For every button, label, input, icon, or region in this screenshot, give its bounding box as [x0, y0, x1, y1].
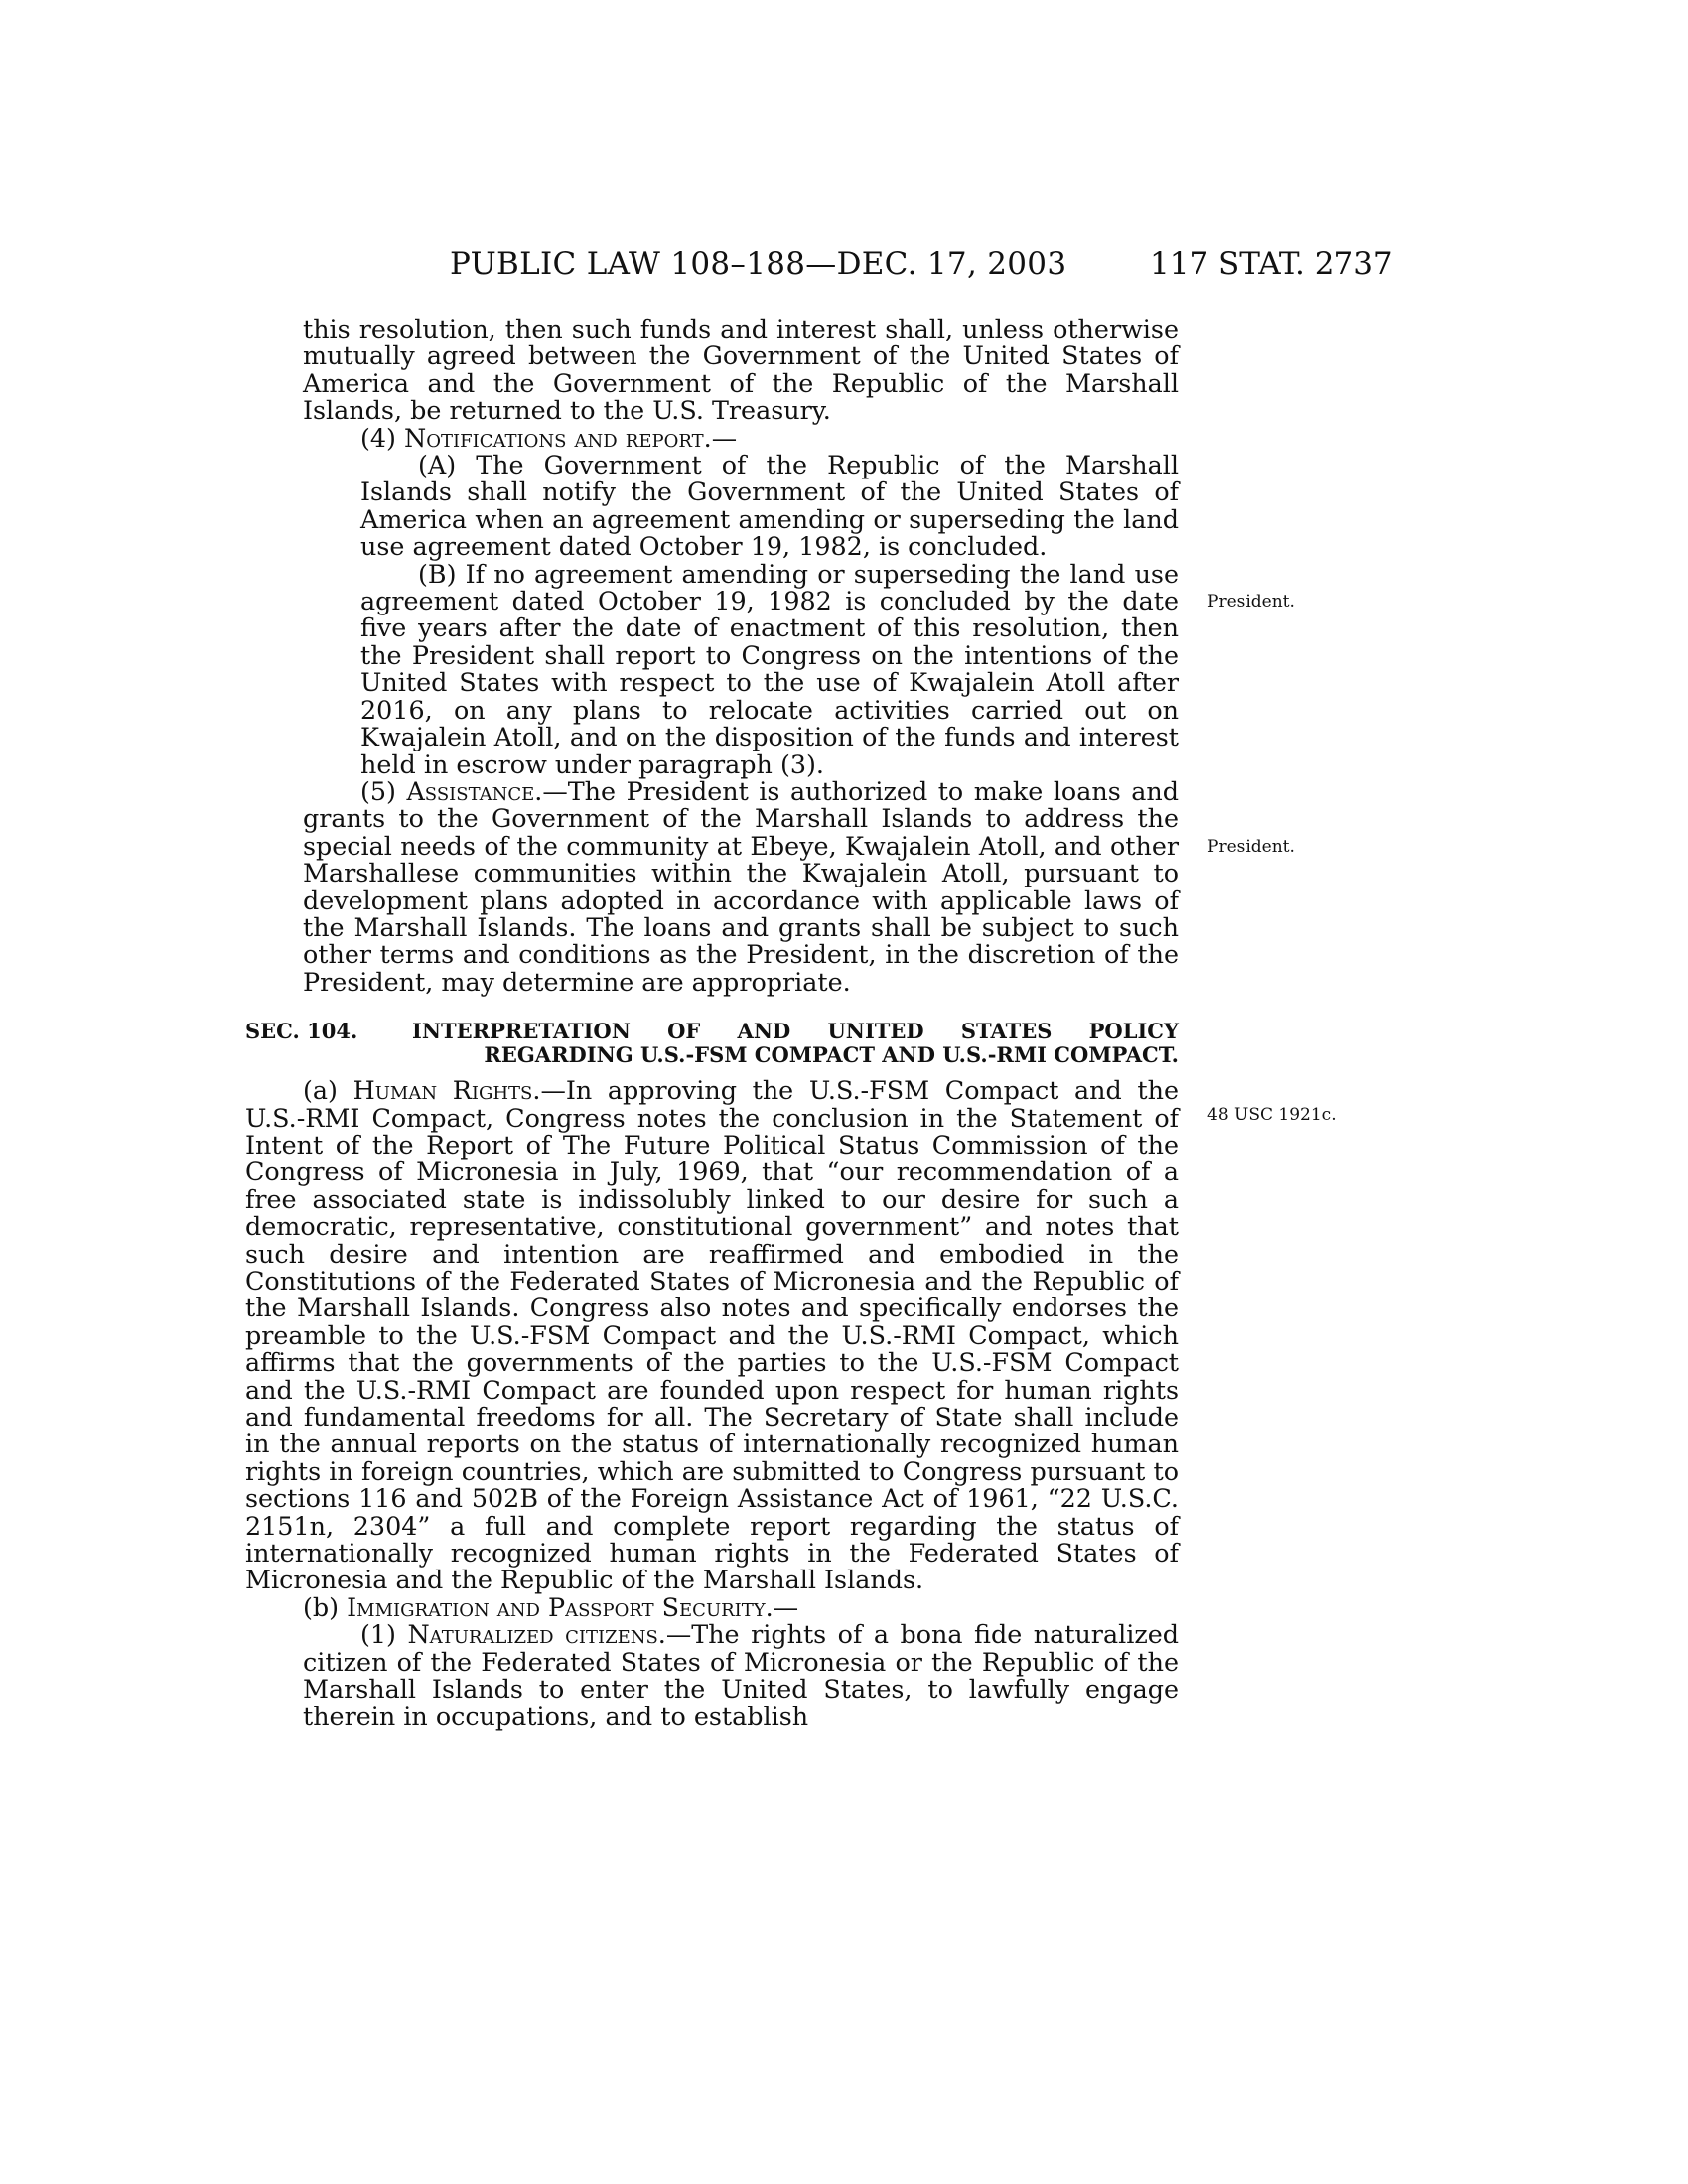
subsection-a-human-rights: (a) Human Rights.—In approving the U.S.-FSM Compact and the U.S.-RMI Compact, Congress notes the conclusion in the Statement of Intent of the Report of The Future Political Status Commission of the Congress of Micronesia in July, 1969, that “our recommendation of a free associated state is indissolubly linked to our desire for such a democratic, representative, constitutional government” and notes that such desire and intention are reaffirmed and embodied in the Constitutions of the Federated States of Micronesia and the Republic of the Marshall Islands. Congress also notes and specifically endorses the preamble to the U.S.-FSM Compact and the U.S.-RMI Compact, which affirms that the governments of the parties to the U.S.-FSM Compact and the U.S.-RMI Compact are founded upon respect for human rights and fundamental freedoms for all. The Secretary of State shall include in the annual reports on the status of internationally recognized human rights in foreign countries, which are submitted to Congress pursuant to sections 116 and 502B of the Foreign Assistance Act of 1961, “22 U.S.C. 2151n, 2304” a full and complete report regarding the status of internationally recognized human rights in the Federated States of Micronesia and the Republic of the Marshall Islands. [245, 1075, 1179, 1595]
section-number: SEC. 104. [245, 1019, 358, 1044]
margin-note-usc: 48 USC 1921c. [1207, 1105, 1336, 1125]
continued-paragraph: this resolution, then such funds and interest shall, unless otherwise mutually agreed between the Government of the United States of America and the Government of the Republic of the Marshall Islands, be returned to the U.S. Treasury. [303, 314, 1179, 426]
section-heading [245, 1020, 1179, 1067]
section-104-body [245, 1077, 1179, 1730]
margin-note-president: President. [1207, 592, 1295, 612]
margin-note-president: President. [1207, 837, 1295, 857]
running-header-title: PUBLIC LAW 108–188—DEC. 17, 2003 [450, 246, 1067, 282]
paragraph-5: (5) Assistance.—The President is authorized to make loans and grants to the Government of the Marshall Islands to address the special needs of the community at Ebeye, Kwajalein Atoll, and other Marshallese communities within the Kwajalein Atoll, pursuant to development plans adopted in accordance with applicable laws of the Marshall Islands. The loans and grants shall be subject to such other terms and conditions as the President, in the discretion of the President, may determine are appropriate. [303, 775, 1179, 997]
page-number: 117 STAT. 2737 [1150, 246, 1393, 282]
section-title: INTERPRETATION OF AND UNITED STATES POLICY REGARDING U.S.-FSM COMPACT AND U.S.-RMI COMPACT. [412, 1019, 1179, 1068]
page-body [245, 314, 1179, 1731]
paragraph-b1-naturalized-citizens: (1) Naturalized citizens.—The rights of a bona fide naturalized citizen of the Federated States of Micronesia or the Republic of the Marshall Islands to enter the United States, to lawfully engage therein in occupations, and to establish [303, 1619, 1179, 1731]
paragraph-4-heading: (4) Notifications and report.— [360, 422, 738, 453]
subsection-b-paragraphs [245, 1621, 1179, 1730]
subsection-b-heading: (b) Immigration and Passport Security.— [303, 1591, 799, 1622]
subparagraph-4b: (B) If no agreement amending or superseding the land use agreement dated October 19, 1982 is concluded by the date five years after the date of enactment of this resolution, then the President shall report to Congress on the intentions of the United States with respect to the use of Kwajalein Atoll after 2016, on any plans to relocate activities carried out on Kwajalein Atoll, and on the disposition of the funds and interest held in escrow under paragraph (3). [360, 558, 1179, 779]
paragraph-4-subparagraphs [303, 452, 1179, 778]
subparagraph-4a: (A) The Government of the Republic of the Marshall Islands shall notify the Government of the United States of America when an agreement amending or superseding the land use agreement dated October 19, 1982, is concluded. [360, 450, 1179, 562]
